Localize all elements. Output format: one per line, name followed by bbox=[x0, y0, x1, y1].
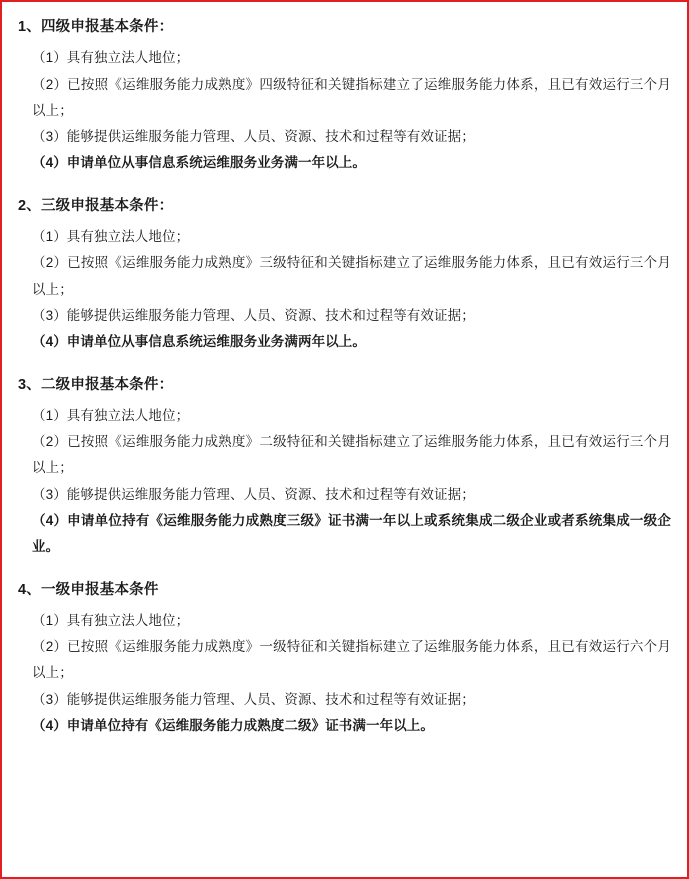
list-item: （3）能够提供运维服务能力管理、人员、资源、技术和过程等有效证据； bbox=[32, 691, 475, 707]
list-item: （4）申请单位从事信息系统运维服务业务满一年以上。 bbox=[32, 155, 367, 171]
section-heading: 2、三级申报基本条件： bbox=[18, 197, 174, 214]
list-item: （1）具有独立法人地位； bbox=[32, 407, 190, 423]
list-item: （3）能够提供运维服务能力管理、人员、资源、技术和过程等有效证据； bbox=[32, 129, 475, 145]
list-item: （3）能够提供运维服务能力管理、人员、资源、技术和过程等有效证据； bbox=[32, 486, 475, 502]
list-item: （4）申请单位持有《运维服务能力成熟度三级》证书满一年以上或系统集成二级企业或者系统集成一级企业。 bbox=[32, 512, 671, 555]
list-item: （1）具有独立法人地位； bbox=[32, 612, 190, 628]
section-level-one bbox=[18, 579, 671, 740]
list-item: （2）已按照《运维服务能力成熟度》一级特征和关键指标建立了运维服务能力体系，且已有效运行六个月以上； bbox=[32, 639, 671, 681]
list-item: （4）申请单位持有《运维服务能力成熟度二级》证书满一年以上。 bbox=[32, 718, 435, 733]
list-item: （2）已按照《运维服务能力成熟度》三级特征和关键指标建立了运维服务能力体系，且已有效运行三个月以上； bbox=[32, 255, 671, 297]
list-item: （1）具有独立法人地位； bbox=[32, 228, 190, 244]
list-item: （1）具有独立法人地位； bbox=[32, 50, 190, 66]
section-level-four bbox=[18, 16, 671, 177]
section-heading: 3、二级申报基本条件： bbox=[18, 376, 174, 393]
list-item: （2）已按照《运维服务能力成熟度》二级特征和关键指标建立了运维服务能力体系，且已有效运行三个月以上； bbox=[32, 434, 671, 476]
list-item: （4）申请单位从事信息系统运维服务业务满两年以上。 bbox=[32, 334, 367, 350]
section-heading: 1、四级申报基本条件： bbox=[18, 19, 174, 35]
section-level-three bbox=[18, 195, 671, 356]
list-item: （2）已按照《运维服务能力成熟度》四级特征和关键指标建立了运维服务能力体系，且已有效运行三个月以上； bbox=[32, 76, 671, 118]
section-heading: 4、一级申报基本条件 bbox=[18, 581, 159, 598]
list-item: （3）能够提供运维服务能力管理、人员、资源、技术和过程等有效证据； bbox=[32, 307, 475, 323]
section-level-two bbox=[18, 374, 671, 561]
